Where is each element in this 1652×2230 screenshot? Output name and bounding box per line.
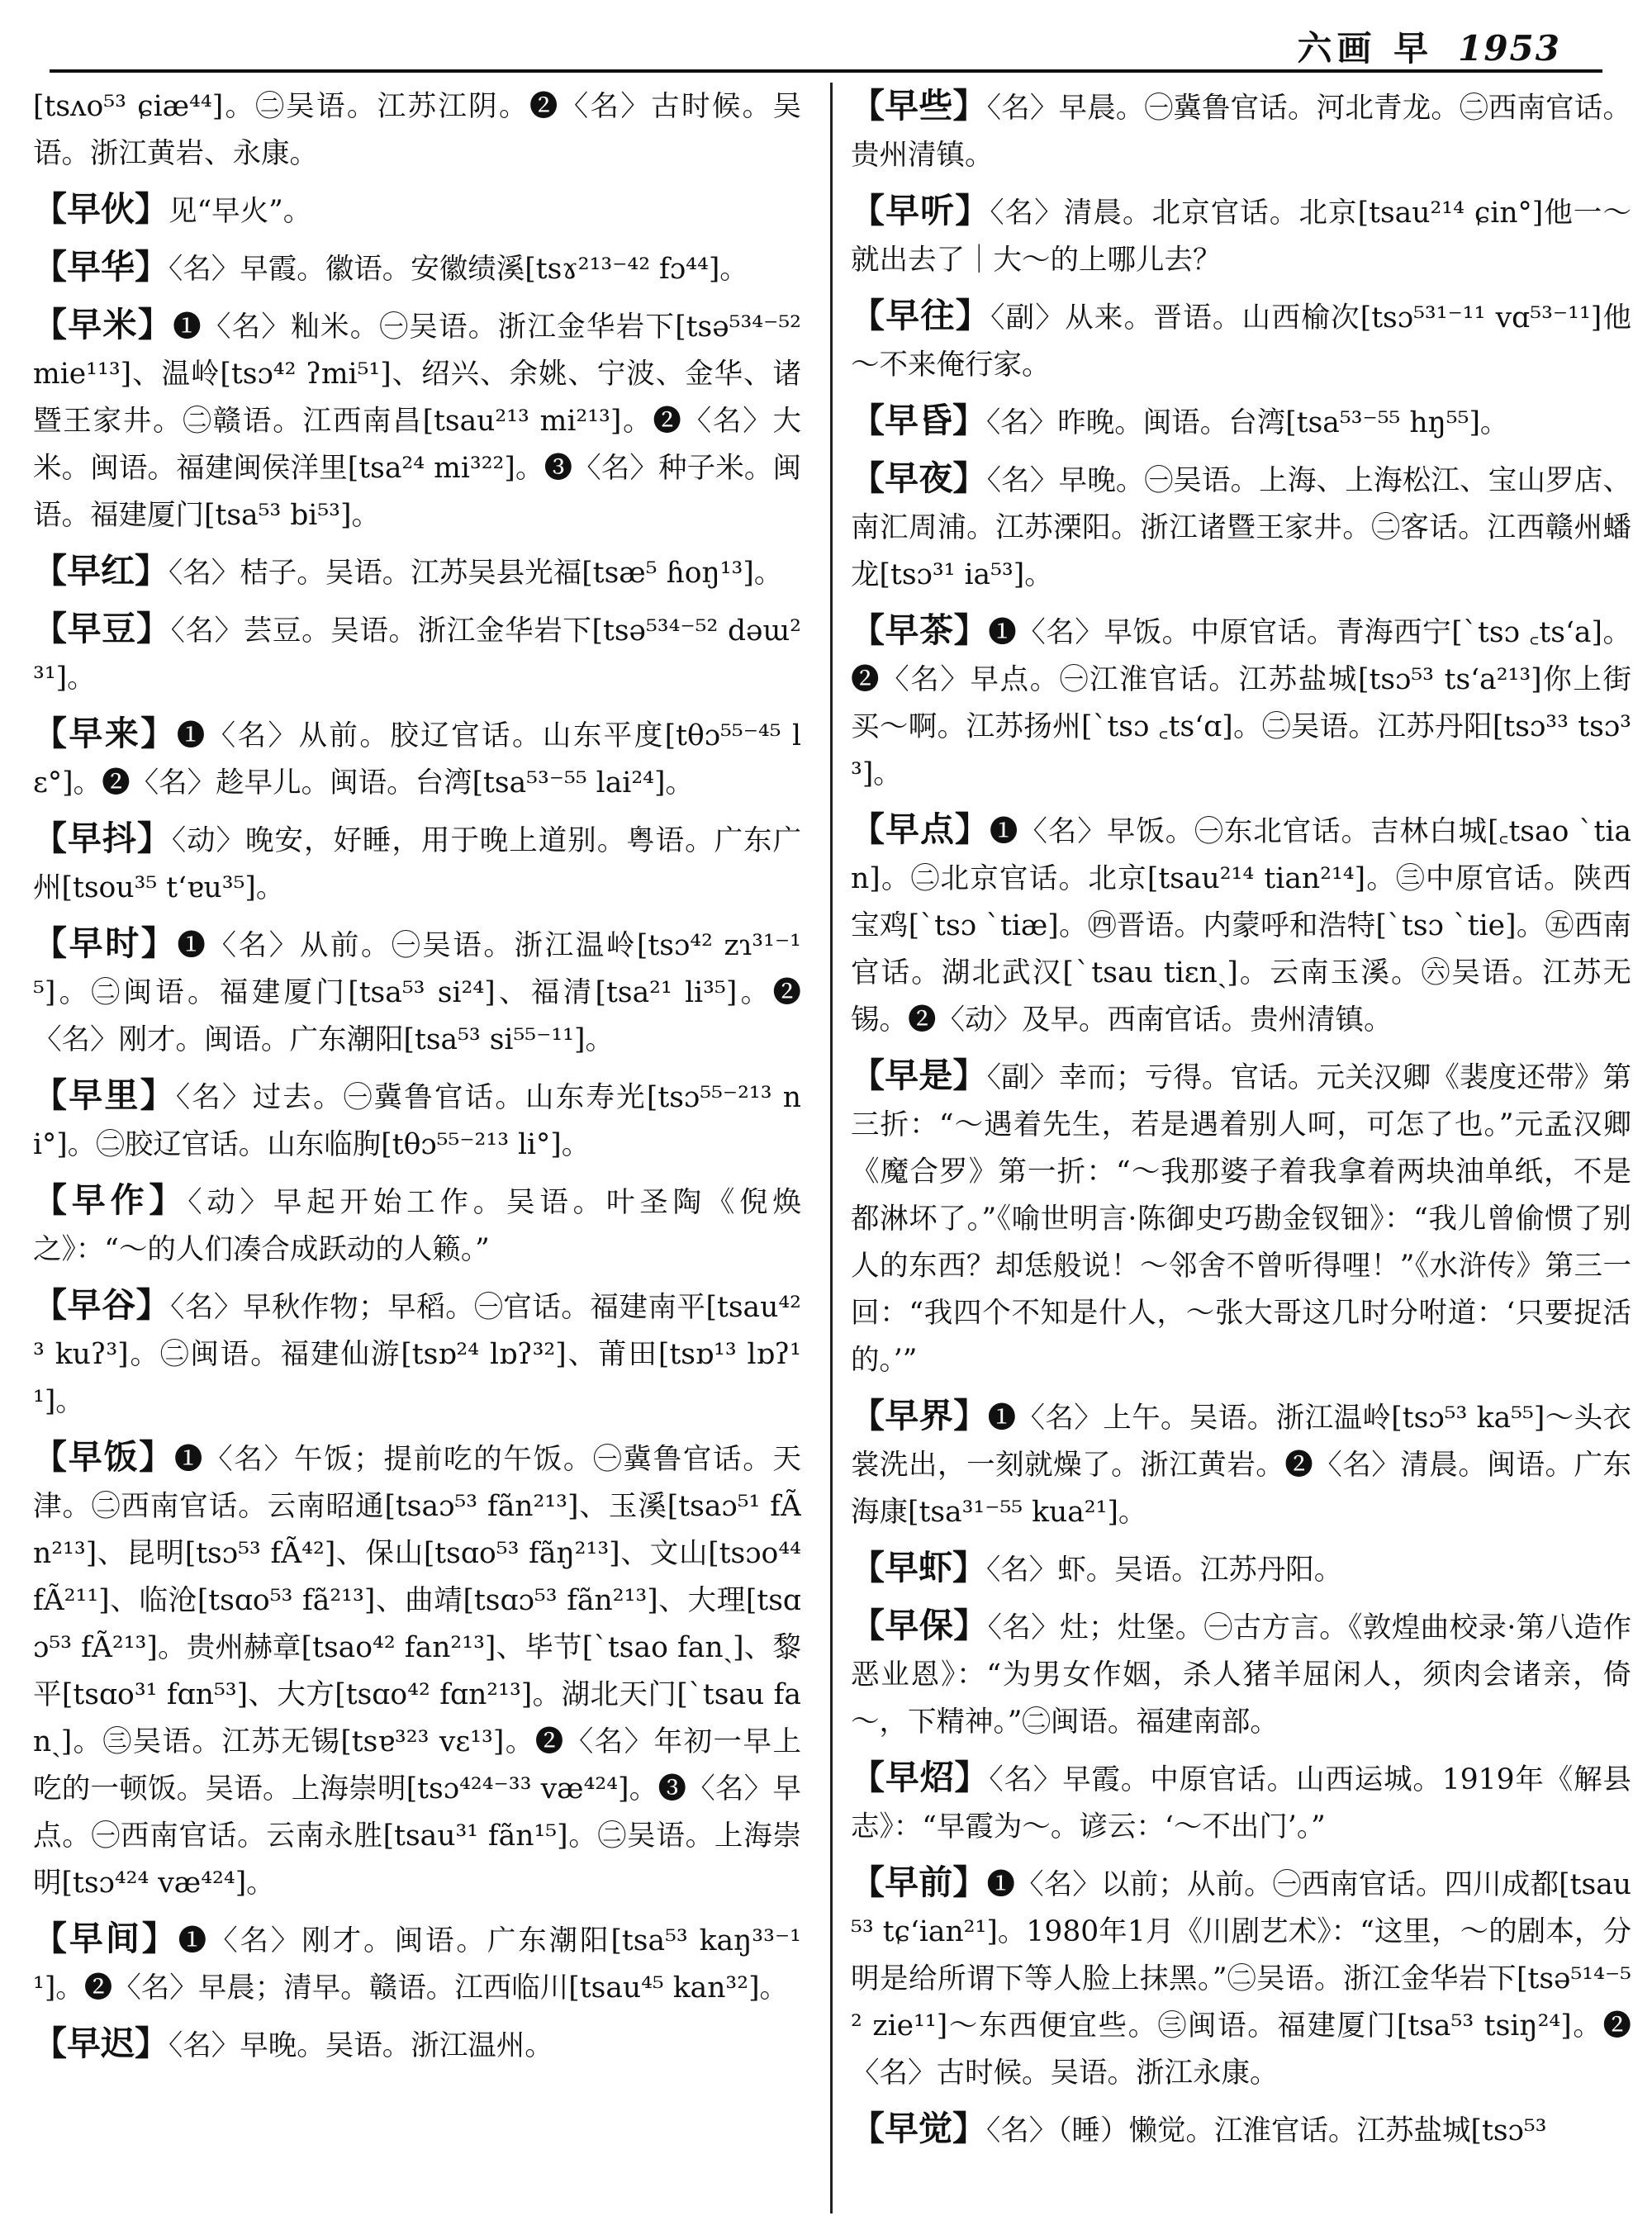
entry-definition: 〈动〉早起开始工作。吴语。叶圣陶《倪焕之》：“～的人们凑合成跃动的人籁。”: [33, 1186, 801, 1266]
entry-headword: 【早里】: [33, 1075, 176, 1115]
dictionary-entry: [33, 301, 801, 539]
entry-headword: 【早前】: [851, 1862, 987, 1902]
entry-headword: 【早谷】: [33, 1285, 171, 1325]
entry-headword: 【早往】: [851, 296, 991, 335]
entry-definition: 〈副〉幸而；亏得。官话。元关汉卿《裴度还带》第三折：“～遇着先生，若是遇着别人呵，可怎了也。”元孟汉卿《魔合罗》第一折：“～我那婆子着我拿着两块油单纸，不是都淋坏了。”《喻世明言·陈御史巧勘金钗钿》：“我儿曾偷惯了别人的东西？却恁般说！～邻舍不曾听得哩！”《水浒传》第三一回：“我四个不知是什人，～张大哥这几时分咐道：‘只要捉活的。’”: [851, 1061, 1631, 1377]
entry-definition: 〈名〉早秋作物；早稻。㊀官话。福建南平[tsau⁴²³ kuʔ³]。㊁闽语。福建仙游[tsɒ²⁴ lɒʔ³²]、莆田[tsɒ¹³ lɒʔ¹¹]。: [33, 1291, 801, 1418]
entry-definition: ❶〈名〉刚才。闽语。广东潮阳[tsa⁵³ kaŋ³³⁻¹¹]。❷〈名〉早晨；清早。赣语。江西临川[tsau⁴⁵ kan³²]。: [33, 1924, 801, 2005]
entry-headword: 【早米】: [33, 305, 173, 344]
dictionary-entry: [851, 1859, 1631, 2097]
header-rule: [50, 69, 1602, 73]
entry-definition: 〈名〉早晨。㊀冀鲁官话。河北青龙。㊁西南官话。贵州清镇。: [851, 92, 1631, 172]
entry-headword: 【早是】: [851, 1056, 987, 1095]
entry-definition: 〈名〉早晚。吴语。浙江温州。: [169, 2029, 553, 2062]
dictionary-entry: [33, 83, 801, 178]
entry-headword: 【早保】: [851, 1606, 988, 1645]
entry-definition: 〈名〉昨晚。闽语。台湾[tsa⁵³⁻⁵⁵ hŋ⁵⁵]。: [986, 406, 1509, 439]
entry-definition: 〈副〉从来。晋语。山西榆次[tsɔ⁵³¹⁻¹¹ vɑ⁵³⁻¹¹]他～不来俺行家。: [851, 301, 1631, 382]
entry-headword: 【早抖】: [33, 818, 172, 858]
dictionary-entry: [33, 605, 801, 702]
dictionary-entry: [851, 1602, 1631, 1746]
dictionary-entry: [33, 1282, 801, 1426]
entry-definition: ❶〈名〉以前；从前。㊀西南官话。四川成都[tsau⁵³ tɕʻian²¹]。1980年1月《川剧艺术》：“这里，～的剧本，分明是给所谓下等人脸上抹黑。”㊁吴语。浙江金华岩下[tsə⁵¹⁴⁻⁵² zie¹¹]～东西便宜些。㊂闽语。福建厦门[tsa⁵³ tsiŋ²⁴]。❷〈名〉古时候。吴语。浙江永康。: [851, 1868, 1631, 2090]
dictionary-entry: [33, 186, 801, 235]
entry-headword: 【早迟】: [33, 2024, 169, 2063]
dictionary-entry: [33, 548, 801, 597]
dictionary-entry: [851, 1754, 1631, 1851]
dictionary-entry: [851, 397, 1631, 447]
entry-headword: 【早虾】: [851, 1548, 986, 1587]
entry-headword: 【早点】: [851, 809, 990, 849]
entry-definition: 〈名〉桔子。吴语。江苏吴县光福[tsæ⁵ ɦoŋ¹³]。: [169, 557, 783, 590]
dictionary-entry: [33, 2020, 801, 2070]
dictionary-entry: [33, 920, 801, 1064]
dictionary-entry: [33, 710, 801, 807]
dictionary-entry: [33, 244, 801, 293]
entry-headword: 【早炤】: [851, 1758, 990, 1797]
entry-headword: 【早听】: [851, 191, 990, 230]
dictionary-entry: [851, 292, 1631, 389]
entry-definition: ❶〈名〉午饭；提前吃的午饭。㊀冀鲁官话。天津。㊁西南官话。云南昭通[tsaɔ⁵³ fãn²¹³]、玉溪[tsaɔ⁵¹ fÃn²¹³]、昆明[tsɔ⁵³ fÃ⁴²]、保山[tsɑo⁵³ fãŋ²¹³]、文山[tsɔo⁴⁴ fÃ²¹¹]、临沧[tsɑo⁵³ fã²¹³]、曲靖[tsɑɔ⁵³ fãn²¹³]、大理[tsɑɔ⁵³ fÃ²¹³]。贵州赫章[tsao⁴² fan²¹³]、毕节[ˋtsao fanˎ]、黎平[tsɑo³¹ fɑn⁵³]、大方[tsɑo⁴² fɑn²¹³]。湖北天门[ˋtsau fanˎ]。㊂吴语。江苏无锡[tsɐ³²³ vɛ¹³]。❷〈名〉年初一早上吃的一顿饭。吴语。上海崇明[tsɔ⁴²⁴⁻³³ væ⁴²⁴]。❸〈名〉早点。㊀西南官话。云南永胜[tsau³¹ fãn¹⁵]。㊁吴语。上海崇明[tsɔ⁴²⁴ væ⁴²⁴]。: [33, 1443, 801, 1900]
right-column: [851, 83, 1631, 2213]
entry-definition: 〈名〉过去。㊀冀鲁官话。山东寿光[tsɔ⁵⁵⁻²¹³ ni°]。㊁胶辽官话。山东临朐[tθɔ⁵⁵⁻²¹³ li°]。: [33, 1081, 801, 1161]
entry-headword: 【早豆】: [33, 609, 171, 648]
entry-definition: 见“早火”。: [169, 195, 312, 228]
entry-headword: 【早伙】: [33, 189, 169, 229]
entry-headword: 【早间】: [33, 1919, 178, 1958]
entry-definition: 〈名〉清晨。北京官话。北京[tsau²¹⁴ ɕin°]他一～就出去了｜大～的上哪儿去？: [851, 197, 1631, 277]
dictionary-entry: [851, 806, 1631, 1044]
dictionary-entry: [851, 2105, 1631, 2155]
dictionary-entry: [33, 1177, 801, 1274]
entry-headword: 【早华】: [33, 247, 169, 287]
entry-headword: 【早来】: [33, 714, 177, 753]
entry-definition: 〈名〉早晚。㊀吴语。上海、上海松江、宝山罗店、南汇周浦。江苏溧阳。浙江诸暨王家井。㊁客话。江西赣州蟠龙[tsɔ³¹ ia⁵³]。: [851, 464, 1631, 591]
entry-definition: 〈名〉早霞。徽语。安徽绩溪[tsɤ²¹³⁻⁴² fɔ⁴⁴]。: [169, 253, 748, 286]
dictionary-entry: [851, 607, 1631, 798]
dictionary-entry: [851, 1544, 1631, 1594]
dictionary-entry: [33, 815, 801, 912]
entry-definition: ❶〈名〉从前。胶辽官话。山东平度[tθɔ⁵⁵⁻⁴⁵ lɛ°]。❷〈名〉趁早儿。闽语。台湾[tsa⁵³⁻⁵⁵ lai²⁴]。: [33, 719, 801, 799]
entry-headword: 【早夜】: [851, 458, 987, 498]
dictionary-entry: [851, 187, 1631, 284]
entry-headword: 【早界】: [851, 1396, 988, 1435]
entry-headword: 【早作】: [33, 1180, 188, 1220]
entry-definition: 〈名〉早霞。中原官话。山西运城。1919年《解县志》：“早霞为～。谚云：‘～不出门’。”: [851, 1763, 1631, 1843]
dictionary-entry: [33, 1072, 801, 1169]
entry-headword: 【早些】: [851, 86, 987, 126]
entry-headword: 【早昏】: [851, 401, 986, 440]
dictionary-entry: [851, 1393, 1631, 1536]
dictionary-entry: [851, 455, 1631, 599]
entry-definition: ❶〈名〉从前。㊀吴语。浙江温岭[tsɔ⁴² zɿ³¹⁻¹⁵]。㊁闽语。福建厦门[tsa⁵³ si²⁴]、福清[tsa²¹ li³⁵]。❷〈名〉刚才。闽语。广东潮阳[tsa⁵³ si⁵⁵⁻¹¹]。: [33, 929, 801, 1056]
entry-definition: 〈名〉虾。吴语。江苏丹阳。: [986, 1554, 1343, 1587]
entry-definition: ❶〈名〉上午。吴语。浙江温岭[tsɔ⁵³ ka⁵⁵]～头衣裳洗出，一刻就燥了。浙江黄岩。❷〈名〉清晨。闽语。广东海康[tsa³¹⁻⁵⁵ kua²¹]。: [851, 1402, 1631, 1529]
entry-definition: ❶〈名〉早饭。㊀东北官话。吉林白城[꜀tsao ˋtian]。㊁北京官话。北京[tsau²¹⁴ tian²¹⁴]。㊂中原官话。陕西宝鸡[ˋtsɔ ˋtiæ]。㊃晋语。内蒙呼和浩特[ˋtsɔ ˋtie]。㊄西南官话。湖北武汉[ˋtsau tiɛnˎ]。云南玉溪。㊅吴语。江苏无锡。❷〈动〉及早。西南官话。贵州清镇。: [851, 815, 1631, 1037]
entry-definition: 〈名〉灶；灶堡。㊀古方言。《敦煌曲校录·第八造作恶业恩》：“为男女作姻，杀人猪羊屈闲人，须肉会诸亲，倚～，下精神。”㊁闽语。福建南部。: [851, 1611, 1631, 1739]
entry-definition: 〈名〉（睡）懒觉。江淮官话。江苏盐城[tsɔ⁵³: [986, 2114, 1547, 2147]
dictionary-entry: [33, 1434, 801, 1907]
dictionary-entry: [851, 83, 1631, 179]
entry-headword: 【早觉】: [851, 2109, 986, 2148]
entry-headword: 【早红】: [33, 551, 169, 591]
running-head: [1297, 21, 1561, 71]
entry-headword: 【早饭】: [33, 1437, 174, 1477]
page-number: 1953: [1458, 28, 1561, 69]
entry-definition: [tsʌo⁵³ ɕiæ⁴⁴]。㊁吴语。江苏江阴。❷〈名〉古时候。吴语。浙江黄岩、永康。: [33, 90, 801, 170]
dictionary-entry: [33, 1915, 801, 2012]
entry-definition: ❶〈名〉籼米。㊀吴语。浙江金华岩下[tsə⁵³⁴⁻⁵² mie¹¹³]、温岭[tsɔ⁴² ʔmi⁵¹]、绍兴、余姚、宁波、金华、诸暨王家井。㊁赣语。江西南昌[tsau²¹³ mi²¹³]。❷〈名〉大米。闽语。福建闽侯洋里[tsa²⁴ mi³²²]。❸〈名〉种子米。闽语。福建厦门[tsa⁵³ bi⁵³]。: [33, 311, 801, 532]
left-column: [33, 83, 801, 2213]
entry-definition: 〈名〉芸豆。吴语。浙江金华岩下[tsə⁵³⁴⁻⁵² dəɯ²³¹]。: [33, 614, 801, 695]
section-title: 六画 早: [1297, 28, 1434, 69]
entry-headword: 【早茶】: [851, 610, 989, 650]
entry-headword: 【早时】: [33, 923, 178, 963]
page-header: [50, 15, 1602, 73]
entry-definition: 〈动〉晚安，好睡，用于晚上道别。粤语。广东广州[tsou³⁵ tʻɐu³⁵]。: [33, 824, 801, 904]
dictionary-entry: [851, 1052, 1631, 1384]
entry-definition: ❶〈名〉早饭。中原官话。青海西宁[ˋtsɔ ꜀tsʻa]。❷〈名〉早点。㊀江淮官话。江苏盐城[tsɔ⁵³ tsʻa²¹³]你上街买～啊。江苏扬州[ˋtsɔ ꜀tsʻɑ]。㊁吴语。江苏丹阳[tsɔ³³ tsɔ³³]。: [851, 616, 1631, 790]
column-divider: [830, 83, 833, 2213]
